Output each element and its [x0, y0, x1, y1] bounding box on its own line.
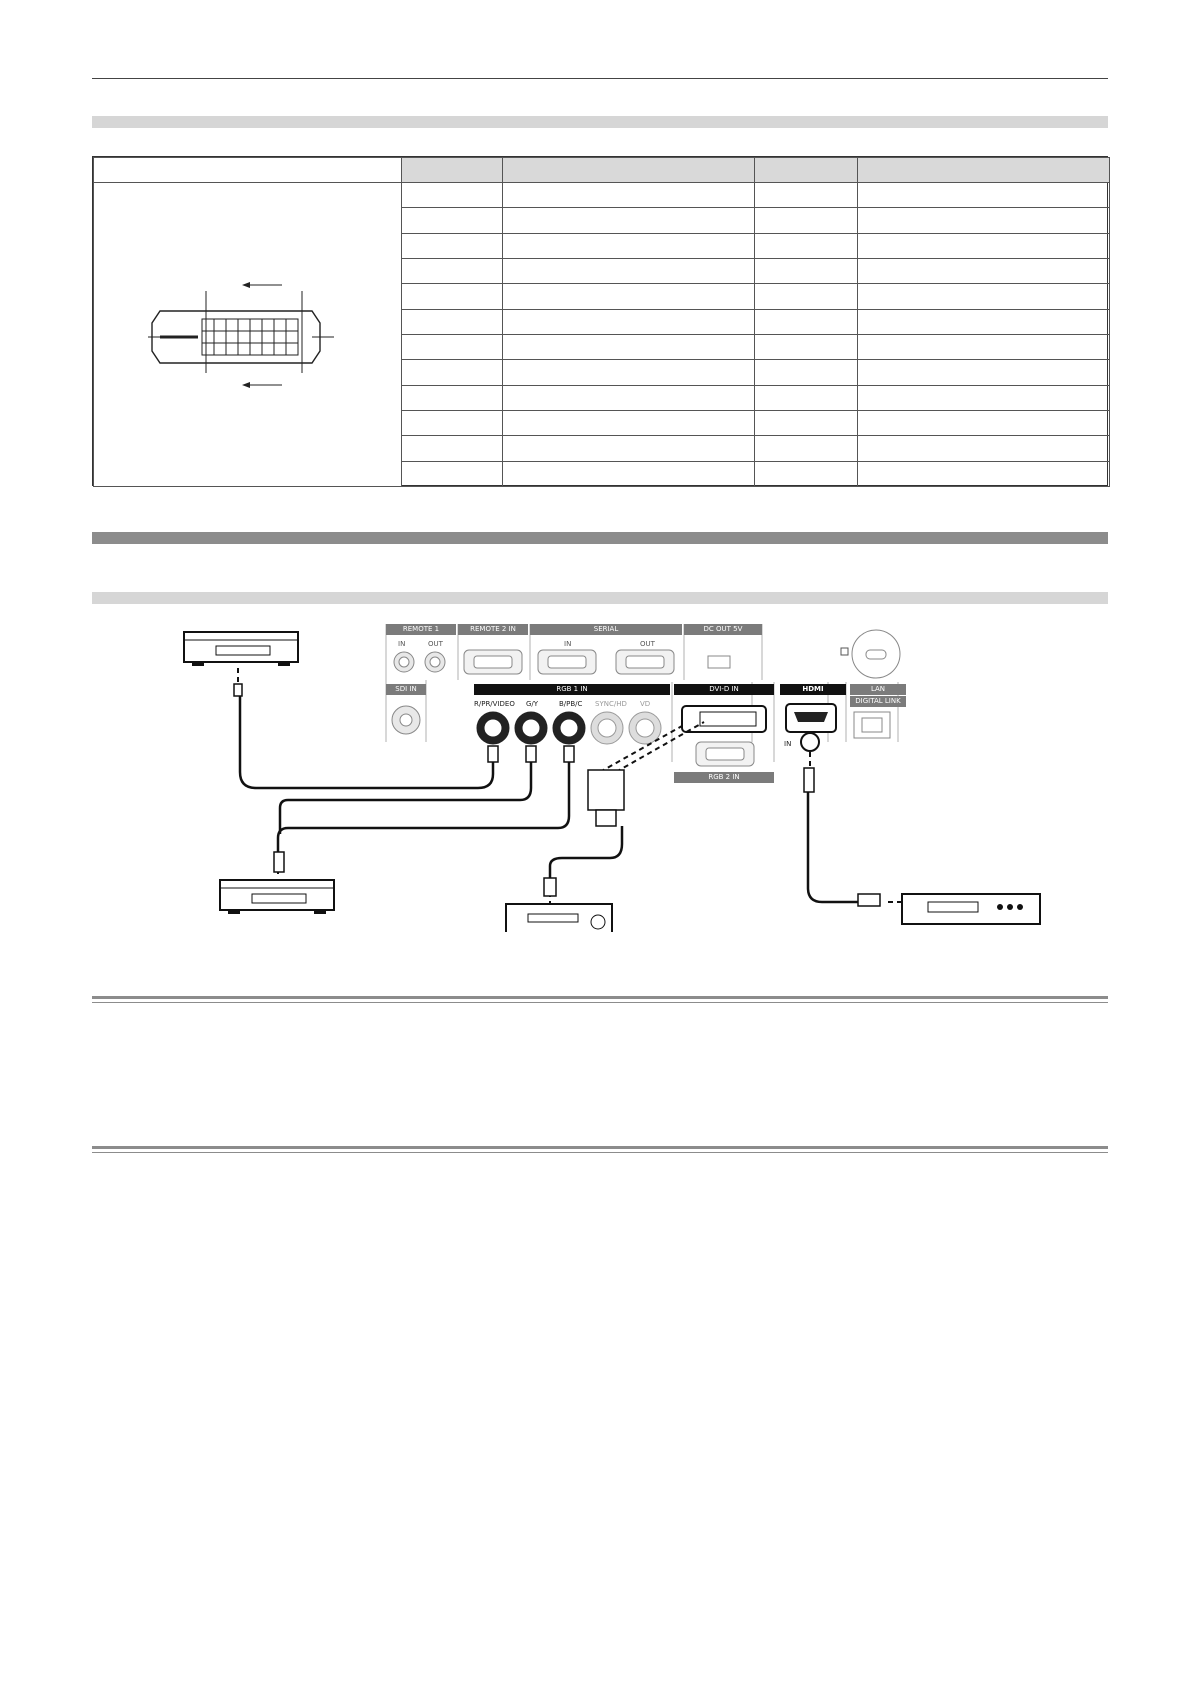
dsub-connectors: [464, 650, 674, 674]
label-rgb1-sync: SYNC/HD: [595, 700, 627, 708]
dvi-connector-diagram: [94, 183, 400, 483]
table-header-row: [94, 158, 1110, 183]
connection-diagram: [92, 612, 1108, 932]
label-rgb1-r: R/PR/VIDEO: [474, 700, 515, 708]
cables: [240, 690, 862, 902]
device-vcr-bottom-left: [220, 880, 334, 914]
device-recorder-bottom-center: [506, 904, 612, 932]
device-player-bottom-right: [902, 894, 1040, 924]
label-remote1-out: OUT: [428, 640, 443, 648]
label-remote1-in: IN: [398, 640, 406, 648]
dvi-pin-table: [92, 156, 1108, 486]
arrow-head-icon: [242, 282, 250, 288]
section-band-example: [92, 592, 1108, 604]
label-dvi-d-in: DVI-D IN: [674, 684, 774, 695]
note-rule-note: [92, 1146, 1108, 1153]
label-rgb2-in: RGB 2 IN: [674, 772, 774, 783]
label-rgb1-b: B/PB/C: [559, 700, 583, 708]
device-vcr-top-left: [184, 632, 298, 666]
label-remote1: REMOTE 1: [386, 624, 456, 635]
label-digital-link: DIGITAL LINK: [850, 696, 906, 707]
table-header-cell: [402, 158, 503, 183]
connector-diagram-cell: [94, 183, 402, 487]
label-serial: SERIAL: [530, 624, 682, 635]
label-sdi-in: SDI IN: [386, 684, 426, 695]
header-rule: [92, 78, 1108, 79]
label-hdmi-in: IN: [784, 740, 792, 748]
label-rgb1-vd: VD: [640, 700, 651, 708]
label-hdmi: HDMI: [780, 684, 846, 695]
label-lan: LAN: [850, 684, 906, 695]
dvi-pin-grid: [202, 319, 298, 355]
remote1-jacks: [394, 652, 445, 672]
section-band-connecting: [92, 532, 1108, 544]
table-header-cell: [94, 158, 402, 183]
section-band-dvi-pins: [92, 116, 1108, 128]
label-remote2: REMOTE 2 IN: [458, 624, 528, 635]
lock-icon: [841, 648, 848, 655]
table-header-cell: [858, 158, 1110, 183]
label-rgb1-in: RGB 1 IN: [474, 684, 670, 695]
table-row: [94, 183, 1110, 208]
label-dc-out: DC OUT 5V: [684, 624, 762, 635]
label-serial-out: OUT: [640, 640, 655, 648]
label-rgb1-g: G/Y: [526, 700, 539, 708]
note-rule-attention: [92, 996, 1108, 1003]
table-header-cell: [503, 158, 755, 183]
rgb1-bnc-jacks: [477, 712, 661, 744]
arrow-head-icon: [242, 382, 250, 388]
table-header-cell: [755, 158, 858, 183]
lan-port: [854, 712, 890, 738]
usb-port: [708, 656, 730, 668]
label-serial-in: IN: [564, 640, 572, 648]
